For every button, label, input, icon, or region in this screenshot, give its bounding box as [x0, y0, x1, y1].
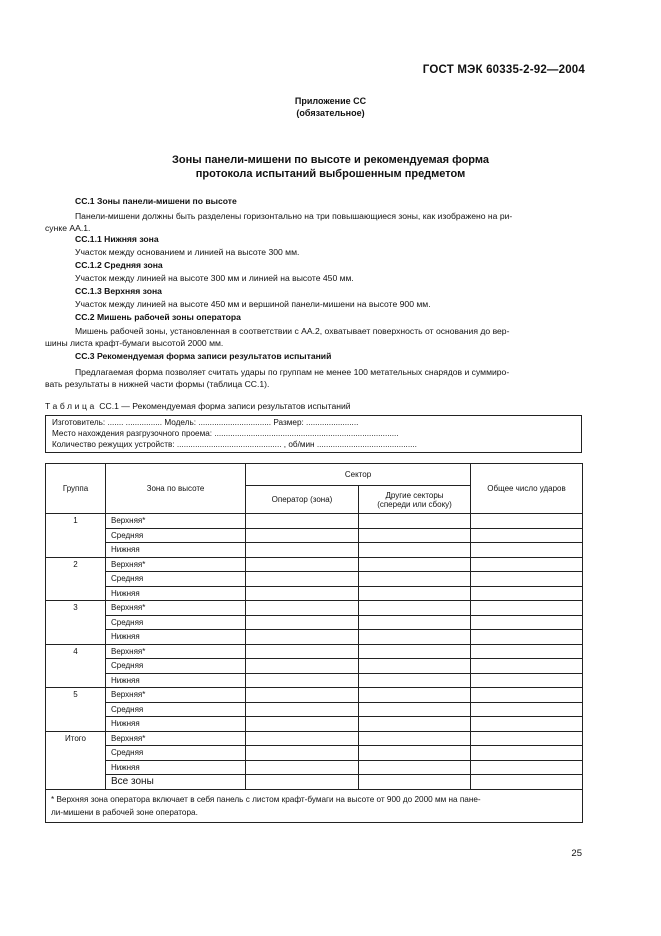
table-row: [46, 760, 583, 775]
total-hits-cell[interactable]: [471, 746, 583, 761]
total-hits-cell[interactable]: [471, 528, 583, 543]
other-sectors-cell[interactable]: [359, 644, 471, 659]
operator-zone-cell[interactable]: [246, 630, 359, 645]
operator-zone-cell[interactable]: [246, 644, 359, 659]
table-row: [46, 615, 583, 630]
table-row: [46, 702, 583, 717]
other-sectors-cell[interactable]: [359, 572, 471, 587]
zone-cell: Средняя: [106, 528, 246, 543]
other-sectors-cell[interactable]: [359, 775, 471, 790]
table-row: [46, 586, 583, 601]
header-other-sectors-line-2: (спереди или сбоку): [377, 499, 452, 509]
total-hits-cell[interactable]: [471, 586, 583, 601]
operator-zone-cell[interactable]: [246, 688, 359, 703]
section-cc13-text: Участок между линией на высоте 450 мм и вершиной панели-мишени на высоте 900 мм.: [75, 299, 431, 309]
operator-zone-cell[interactable]: [246, 746, 359, 761]
other-sectors-cell[interactable]: [359, 746, 471, 761]
header-group: Группа: [46, 464, 106, 514]
section-cc2-text-1: Мишень рабочей зоны, установленная в соответствии с АА.2, охватывает поверхность от основания до вер-: [75, 326, 510, 336]
table-footnote: [46, 789, 583, 822]
zone-cell: Средняя: [106, 746, 246, 761]
zone-cell: Средняя: [106, 572, 246, 587]
group-cell: Итого: [46, 731, 106, 789]
table-row: [46, 659, 583, 674]
zone-cell: Верхняя*: [106, 731, 246, 746]
zone-cell: Нижняя: [106, 586, 246, 601]
other-sectors-cell[interactable]: [359, 615, 471, 630]
other-sectors-cell[interactable]: [359, 702, 471, 717]
group-cell: 5: [46, 688, 106, 732]
other-sectors-cell[interactable]: [359, 586, 471, 601]
other-sectors-cell[interactable]: [359, 731, 471, 746]
section-cc12-text: Участок между линией на высоте 300 мм и линией на высоте 450 мм.: [75, 273, 354, 283]
operator-zone-cell[interactable]: [246, 702, 359, 717]
zone-cell: Средняя: [106, 702, 246, 717]
group-cell: 1: [46, 514, 106, 558]
table-row: [46, 601, 583, 616]
zone-cell: Нижняя: [106, 630, 246, 645]
zone-cell: Все зоны: [106, 775, 246, 790]
zone-cell: Верхняя*: [106, 644, 246, 659]
total-hits-cell[interactable]: [471, 543, 583, 558]
manufacturer-model-size-line: Изготовитель: ....... ................ Модель: ................................ Размер: .......................: [52, 418, 359, 427]
other-sectors-cell[interactable]: [359, 557, 471, 572]
table-row: [46, 688, 583, 703]
doc-title-line-1: Зоны панели-мишени по высоте и рекомендуемая форма: [171, 154, 489, 166]
section-cc3-heading: СС.3 Рекомендуемая форма записи результатов испытаний: [75, 351, 332, 361]
table-row: [46, 775, 583, 790]
operator-zone-cell[interactable]: [246, 717, 359, 732]
other-sectors-cell[interactable]: [359, 514, 471, 529]
test-info-box: [45, 415, 582, 453]
zone-cell: Нижняя: [106, 673, 246, 688]
results-table: [45, 463, 583, 823]
table-body: [46, 514, 583, 790]
total-hits-cell[interactable]: [471, 659, 583, 674]
section-cc12-heading: СС.1.2 Средняя зона: [75, 260, 163, 270]
zone-cell: Нижняя: [106, 717, 246, 732]
zone-cell: Верхняя*: [106, 688, 246, 703]
group-cell: 4: [46, 644, 106, 688]
section-cc1-heading: СС.1 Зоны панели-мишени по высоте: [75, 196, 237, 206]
group-cell: 2: [46, 557, 106, 601]
operator-zone-cell[interactable]: [246, 775, 359, 790]
table-row: [46, 630, 583, 645]
header-sector: Сектор: [246, 464, 471, 486]
other-sectors-cell[interactable]: [359, 543, 471, 558]
table-caption: [45, 401, 351, 411]
section-cc1-text-2: сунке АА.1.: [45, 223, 91, 233]
table-row: [46, 572, 583, 587]
table-footnote-line-1: * Верхняя зона оператора включает в себя панель с листом крафт-бумаги на высоте от 900 до 2000 мм на пане-: [51, 794, 481, 804]
section-cc11-heading: СС.1.1 Нижняя зона: [75, 234, 159, 244]
header-total-hits: Общее число ударов: [471, 464, 583, 514]
table-caption-word: Таблица: [45, 401, 97, 411]
table-row: [46, 543, 583, 558]
total-hits-cell[interactable]: [471, 572, 583, 587]
annex-status: (обязательное): [296, 108, 365, 118]
operator-zone-cell[interactable]: [246, 673, 359, 688]
operator-zone-cell[interactable]: [246, 731, 359, 746]
operator-zone-cell[interactable]: [246, 543, 359, 558]
header-other-sectors-line-1: Другие секторы: [385, 490, 444, 500]
zone-cell: Верхняя*: [106, 601, 246, 616]
other-sectors-cell[interactable]: [359, 601, 471, 616]
operator-zone-cell[interactable]: [246, 514, 359, 529]
zone-cell: Средняя: [106, 659, 246, 674]
total-hits-cell[interactable]: [471, 688, 583, 703]
total-hits-cell[interactable]: [471, 601, 583, 616]
other-sectors-cell[interactable]: [359, 688, 471, 703]
table-row: [46, 717, 583, 732]
operator-zone-cell[interactable]: [246, 615, 359, 630]
other-sectors-cell[interactable]: [359, 673, 471, 688]
operator-zone-cell[interactable]: [246, 528, 359, 543]
table-row: [46, 514, 583, 529]
total-hits-cell[interactable]: [471, 760, 583, 775]
table-row: [46, 746, 583, 761]
operator-zone-cell[interactable]: [246, 601, 359, 616]
annex-title: Приложение СС: [294, 96, 367, 106]
doc-title-line-2: протокола испытаний выброшенным предметом: [195, 168, 466, 180]
document-code: ГОСТ МЭК 60335-2-92—2004: [422, 64, 585, 76]
table-row: [46, 731, 583, 746]
section-cc3-text-1: Предлагаемая форма позволяет считать удары по группам не менее 100 метательных снарядов и суммиро-: [75, 367, 510, 377]
header-operator-zone: Оператор (зона): [246, 486, 359, 514]
operator-zone-cell[interactable]: [246, 572, 359, 587]
other-sectors-cell[interactable]: [359, 659, 471, 674]
total-hits-cell[interactable]: [471, 630, 583, 645]
section-cc3-text-2: вать результаты в нижней части формы (таблица СС.1).: [45, 379, 270, 389]
total-hits-cell[interactable]: [471, 702, 583, 717]
zone-cell: Верхняя*: [106, 557, 246, 572]
table-row: [46, 557, 583, 572]
total-hits-cell[interactable]: [471, 514, 583, 529]
table-caption-text: СС.1 — Рекомендуемая форма записи результатов испытаний: [99, 401, 351, 411]
total-hits-cell[interactable]: [471, 775, 583, 790]
header-zone: Зона по высоте: [106, 464, 246, 514]
zone-cell: Нижняя: [106, 760, 246, 775]
operator-zone-cell[interactable]: [246, 557, 359, 572]
cutting-devices-line: Количество режущих устройств: .............................................. , об/мин ............................................: [52, 440, 417, 449]
discharge-opening-line: Место нахождения разгрузочного проема: .................................................................................: [52, 429, 399, 438]
section-cc11-text: Участок между основанием и линией на высоте 300 мм.: [75, 247, 300, 257]
other-sectors-cell[interactable]: [359, 717, 471, 732]
zone-cell: Верхняя*: [106, 514, 246, 529]
table-row: [46, 644, 583, 659]
operator-zone-cell[interactable]: [246, 760, 359, 775]
operator-zone-cell[interactable]: [246, 659, 359, 674]
other-sectors-cell[interactable]: [359, 528, 471, 543]
section-cc2-heading: СС.2 Мишень рабочей зоны оператора: [75, 312, 241, 322]
page-number: 25: [571, 848, 582, 859]
total-hits-cell[interactable]: [471, 615, 583, 630]
table-row: [46, 673, 583, 688]
header-other-sectors: [359, 486, 471, 514]
section-cc1-text-1: Панели-мишени должны быть разделены горизонтально на три повышающиеся зоны, как изображено на ри-: [75, 211, 513, 221]
total-hits-cell[interactable]: [471, 731, 583, 746]
other-sectors-cell[interactable]: [359, 760, 471, 775]
total-hits-cell[interactable]: [471, 644, 583, 659]
zone-cell: Нижняя: [106, 543, 246, 558]
section-cc13-heading: СС.1.3 Верхняя зона: [75, 286, 162, 296]
table-row: [46, 528, 583, 543]
other-sectors-cell[interactable]: [359, 630, 471, 645]
total-hits-cell[interactable]: [471, 717, 583, 732]
group-cell: 3: [46, 601, 106, 645]
operator-zone-cell[interactable]: [246, 586, 359, 601]
total-hits-cell[interactable]: [471, 557, 583, 572]
section-cc2-text-2: шины листа крафт-бумаги высотой 2000 мм.: [45, 338, 224, 348]
total-hits-cell[interactable]: [471, 673, 583, 688]
table-footnote-line-2: ли-мишени в рабочей зоне оператора.: [51, 807, 198, 817]
zone-cell: Средняя: [106, 615, 246, 630]
